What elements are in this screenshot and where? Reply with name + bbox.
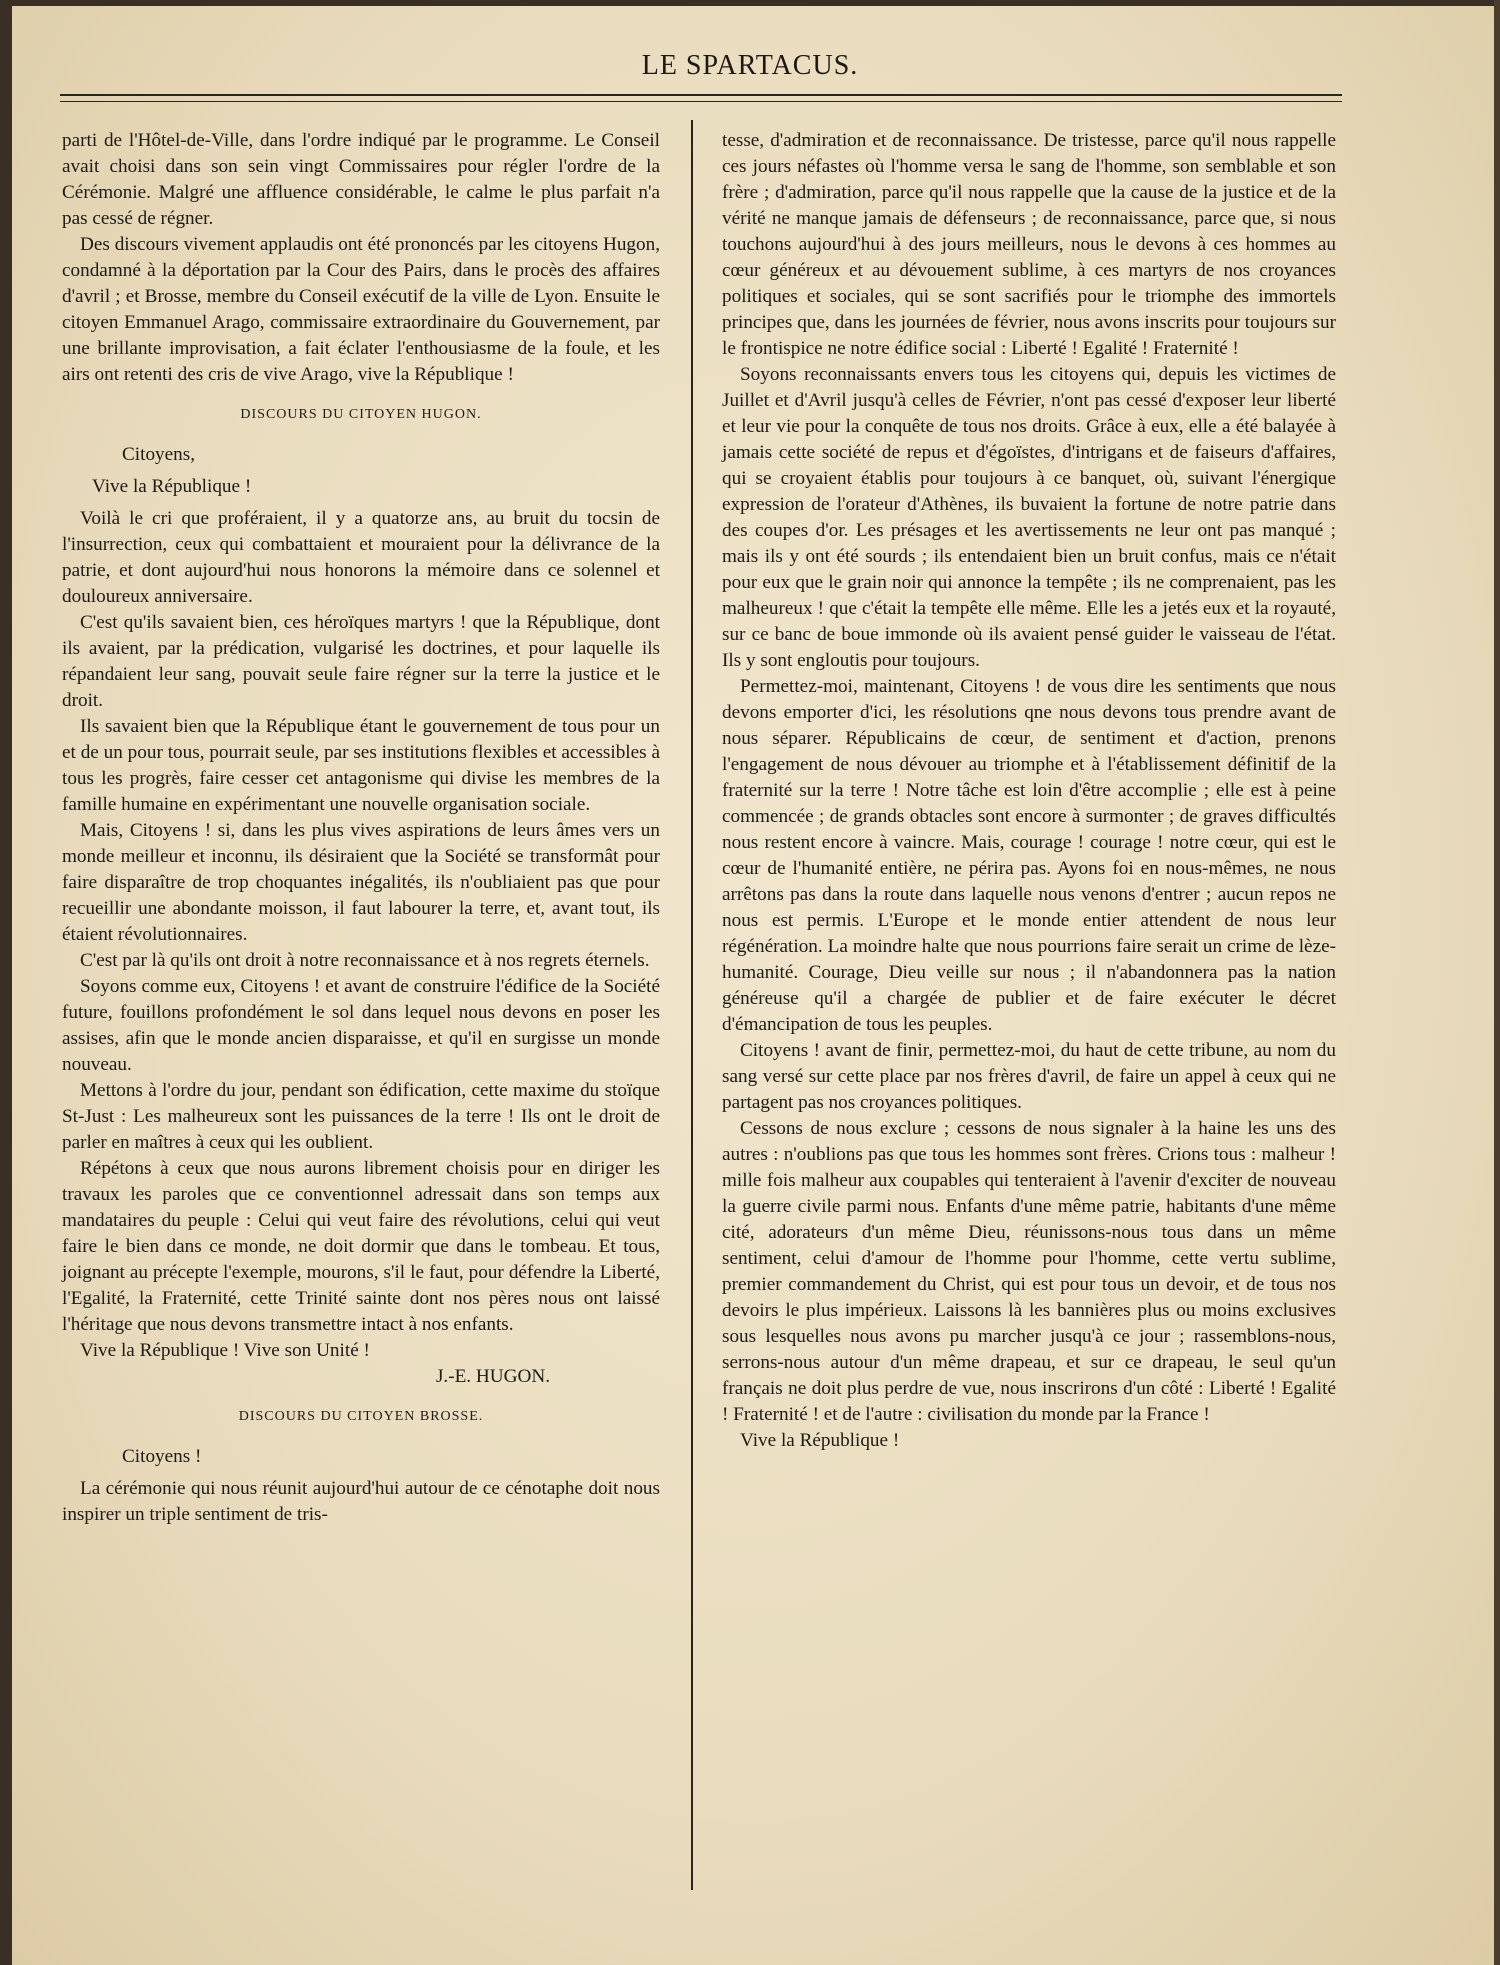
salutation: Vive la République ! — [92, 476, 252, 497]
page-edge-top — [0, 0, 1500, 6]
paragraph: Mettons à l'ordre du jour, pendant son édification, cette maxime du stoïque St-Just : Les malheureux sont les puissances de la terre ! Ils ont le droit de parler en maîtres à ceux qui les oublient. — [62, 1080, 660, 1153]
paragraph: C'est par là qu'ils ont droit à notre reconnaissance et à nos regrets éternels. — [80, 950, 650, 971]
left-column — [62, 128, 660, 1528]
page-header-title: LE SPARTACUS. — [641, 50, 859, 81]
paragraph: Vive la République ! Vive son Unité ! — [80, 1340, 370, 1361]
paragraph: Soyons reconnaissants envers tous les citoyens qui, depuis les victimes de Juillet et d'Avril jusqu'à celles de Février, n'ont pas cessé d'exposer leur liberté et leur vie pour la conquête de tous nos droits. Grâce à eux, elle a été balayée à jamais cette société de repus et d'égoïstes, d'intrigans et de faiseurs d'affaires, qui se croyaient établis pour toujours à ce banquet, où, suivant l'énergique expression de l'orateur d'Athènes, ils buvaient la fortune de notre patrie dans des coupes d'or. Les présages et les avertissements ne leur ont pas manqué ; mais ils y ont été sourds ; ils entendaient bien un bruit confus, mais ce n'était pour eux que le grain noir qui annonce la tempête ; ils ne comprenaient, pas les malheureux ! que c'était la tempête elle même. Elle les a jetés eux et la royauté, sur ce banc de boue immonde où ils avaient pensé guider le vaisseau de l'état. Ils y sont engloutis pour toujours. — [722, 364, 1336, 671]
page-edge-right — [1494, 0, 1500, 1965]
paragraph: C'est qu'ils savaient bien, ces héroïques martyrs ! que la République, dont ils avaient, par la prédication, vulgarisé les doctrines, et pour laquelle ils répandaient leur sang, pouvait seule faire régner sur la terre la justice et le droit. — [62, 612, 660, 711]
section-title-brosse: DISCOURS DU CITOYEN BROSSE. — [238, 1409, 484, 1424]
signature: J.-E. HUGON. — [435, 1366, 550, 1387]
paragraph: Soyons comme eux, Citoyens ! et avant de construire l'édifice de la Société future, fouillons profondément le sol dans lequel nous devons en poser les assises, afin que le monde ancien disparaisse, et qu'il en surgisse un monde nouveau. — [62, 976, 660, 1075]
page-edge-left — [0, 0, 12, 1965]
paragraph: Vive la République ! — [740, 1430, 900, 1451]
paragraph: La cérémonie qui nous réunit aujourd'hui autour de ce cénotaphe doit nous inspirer un triple sentiment de tris- — [62, 1478, 660, 1525]
paragraph: Permettez-moi, maintenant, Citoyens ! de vous dire les sentiments que nous devons emporter d'ici, les résolutions qne nous devons tous prendre avant de nous séparer. Républicains de cœur, de sentiment et d'action, prenons l'engagement de nous dévouer au triomphe et à l'établissement définitif de la fraternité sur la terre ! Notre tâche est loin d'être accomplie ; elle est à peine commencée ; de grands obtacles sont encore à surmonter ; de graves difficultés nous restent encore à vaincre. Mais, courage ! courage ! notre cœur, qui est le cœur de l'humanité entière, ne périra pas. Ayons foi en nous-mêmes, ne nous arrêtons pas dans la route dans laquelle nous venons d'entrer ; aucun repos ne nous est permis. L'Europe et le monde entier attendent de nous leur régénération. La moindre halte que nous pourrions faire serait un crime de lèze-humanité. Courage, Dieu veille sur nous ; il n'abandonnera pas la nation généreuse qu'il a chargée de publier et de faire exécuter le décret d'émancipation de tous les peuples. — [722, 676, 1336, 1035]
paragraph: Citoyens ! avant de finir, permettez-moi, du haut de cette tribune, au nom du sang versé sur cette place par nos frères d'avril, de faire un appel à ceux qui ne partagent pas nos croyances politiques. — [722, 1040, 1336, 1113]
paragraph: tesse, d'admiration et de reconnaissance. De tristesse, parce qu'il nous rappelle ces jours néfastes où l'homme versa le sang de l'homme, son semblable et son frère ; d'admiration, parce qu'il nous rappelle que la cause de la justice et de la vérité ne manque jamais de défenseurs ; de reconnaissance, parce que, si nous touchons aujourd'hui à des jours meilleurs, nous le devons à ces hommes au cœur généreux et au dévouement sublime, à ces martyrs de nos croyances politiques et sociales, qui se sont sacrifiés pour le triomphe des immortels principes que, dans les journées de février, nous avons inscrits pour toujours sur le frontispice ne notre édifice social : Liberté ! Egalité ! Fraternité ! — [722, 130, 1336, 359]
paragraph: parti de l'Hôtel-de-Ville, dans l'ordre indiqué par le programme. Le Conseil avait choisi dans son sein vingt Commissaires pour régler l'ordre de la Cérémonie. Malgré une affluence considérable, le calme le plus parfait n'a pas cessé de régner. — [62, 130, 660, 229]
paragraph: Des discours vivement applaudis ont été prononcés par les citoyens Hugon, condamné à la déportation par la Cour des Pairs, dans le procès des affaires d'avril ; et Brosse, membre du Conseil exécutif de la ville de Lyon. Ensuite le citoyen Emmanuel Arago, commissaire extraordinaire du Gouvernement, par une brillante improvisation, a fait éclater l'enthousiasme de la foule, et les airs ont retenti des cris de vive Arago, vive la République ! — [62, 234, 660, 385]
paragraph: Ils savaient bien que la République étant le gouvernement de tous pour un et de un pour tous, pourrait seule, par ses institutions flexibles et accessibles à tous les progrès, faire cesser cet antagonisme qui divise les membres de la famille humaine en expérimentant une nouvelle organisation sociale. — [62, 716, 660, 815]
column-divider — [691, 120, 693, 1890]
paragraph: Répétons à ceux que nous aurons librement choisis pour en diriger les travaux les paroles que ce conventionnel adressait dans son temps aux mandataires du peuple : Celui qui veut faire des révolutions, celui qui veut faire le bien dans ce monde, ne doit dormir que dans le tombeau. Et tous, joignant au précepte l'exemple, mourons, s'il le faut, pour défendre la Liberté, l'Egalité, la Fraternité, cette Trinité sainte dont nos pères nous ont laissé l'héritage que nous devons transmettre intact à nos enfants. — [62, 1158, 660, 1335]
section-title-hugon: DISCOURS DU CITOYEN HUGON. — [240, 407, 482, 422]
paragraph: Mais, Citoyens ! si, dans les plus vives aspirations de leurs âmes vers un monde meilleur et inconnu, ils désiraient que la Société se transformât pour faire disparaître de trop choquantes inégalités, ils n'oubliaient pas que pour recueillir une abondante moisson, il faut labourer la terre, et, avant tout, ils étaient révolutionnaires. — [62, 820, 660, 945]
header-rule-thin — [60, 101, 1342, 102]
salutation: Citoyens ! — [122, 1446, 202, 1467]
paragraph: Cessons de nous exclure ; cessons de nous signaler à la haine les uns des autres : n'oublions pas que tous les hommes sont frères. Crions tous : malheur ! mille fois malheur aux coupables qui tenteraient à l'avenir d'exciter de nouveau la guerre civile parmi nous. Enfants d'une même patrie, habitants d'une même cité, adorateurs d'un même Dieu, réunissons-nous tous dans un même sentiment, celui d'amour de l'homme pour l'homme, cette vertu sublime, premier commandement du Christ, qui est pour tous un devoir, et de tous nos devoirs le plus impérieux. Laissons là les bannières plus ou moins exclusives sous lesquelles nous avons pu marcher jusqu'à ce jour ; rassemblons-nous, serrons-nous autour d'un même drapeau, et sur ce drapeau, le seul qu'un français ne doit plus perdre de vue, nous inscrirons d'un côté : Liberté ! Egalité ! Fraternité ! et de l'autre : civilisation du monde par la France ! — [722, 1118, 1336, 1425]
paragraph: Voilà le cri que proféraient, il y a quatorze ans, au bruit du tocsin de l'insurrection, ceux qui combattaient et mouraient pour la délivrance de la patrie, et dont aujourd'hui nous honorons la mémoire dans ce solennel et douloureux anniversaire. — [62, 508, 660, 607]
salutation: Citoyens, — [122, 444, 196, 465]
right-column — [722, 128, 1336, 1454]
header-rule — [60, 94, 1342, 96]
